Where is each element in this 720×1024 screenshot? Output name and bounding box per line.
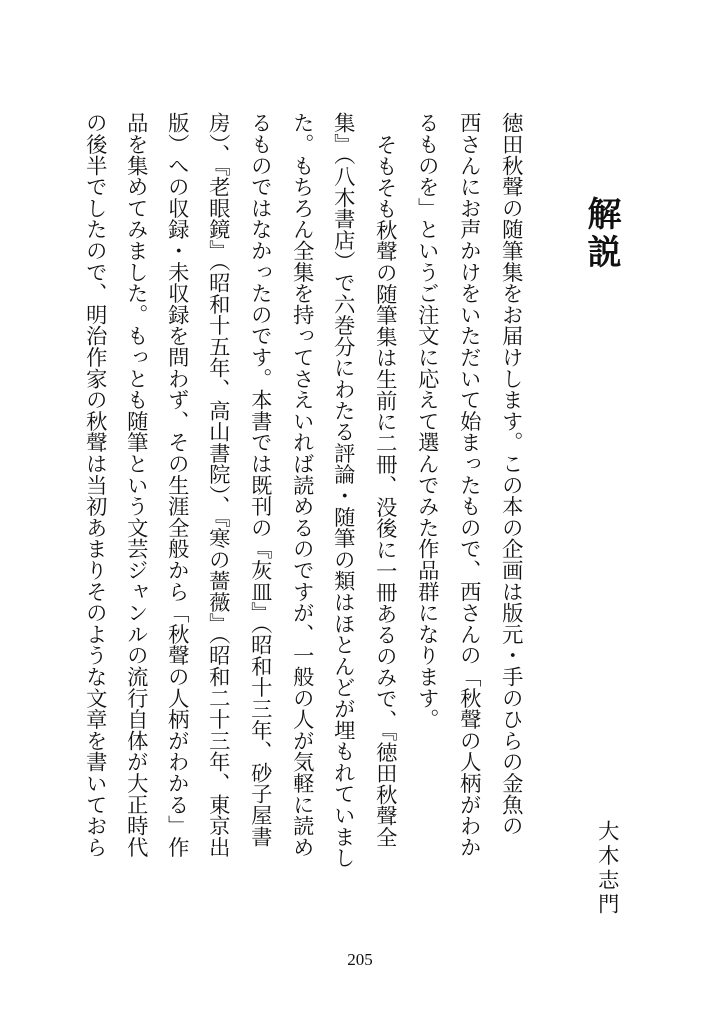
text-column-3: るものを」というご注文に応えて選んでみた作品群になります。 bbox=[414, 112, 440, 730]
text-column-4: そもそも秋聲の随筆集は生前に二冊、没後に一冊あるのみで、『徳田秋聲全 bbox=[372, 134, 398, 848]
essay-title: 解説 bbox=[581, 196, 621, 272]
text-column-11: の後半でしたので、明治作家の秋聲は当初あまりそのような文章を書いておら bbox=[82, 112, 108, 858]
text-column-2: 西さんにお声かけをいただいて始まったもので、西さんの「秋聲の人柄がわか bbox=[456, 112, 482, 858]
page-number: 205 bbox=[347, 950, 373, 969]
text-column-10: 品を集めてみました。もっとも随筆という文芸ジャンルの流行自体が大正時代 bbox=[123, 112, 149, 858]
text-column-7: るものではなかったのです。本書では既刊の『灰皿』（昭和十三年、砂子屋書 bbox=[247, 112, 273, 847]
text-column-9: 版）への収録・未収録を問わず、その生涯全般から「秋聲の人柄がわかる」作 bbox=[164, 112, 190, 858]
author-name: 大木志門 bbox=[594, 820, 620, 918]
text-column-1: 徳田秋聲の随筆集をお届けします。この本の企画は版元・手のひらの金魚の bbox=[498, 112, 524, 837]
text-column-6: た。もちろん全集を持ってさえいれば読めるのですが、一般の人が気軽に読め bbox=[289, 112, 315, 858]
text-column-8: 房）、『老眼鏡』（昭和十五年、高山書院）、『寒の薔薇』（昭和二十三年、東京出 bbox=[205, 112, 231, 858]
text-column-5: 集』（八木書店）で六巻分にわたる評論・随筆の類はほとんどが埋もれていまし bbox=[330, 112, 356, 869]
